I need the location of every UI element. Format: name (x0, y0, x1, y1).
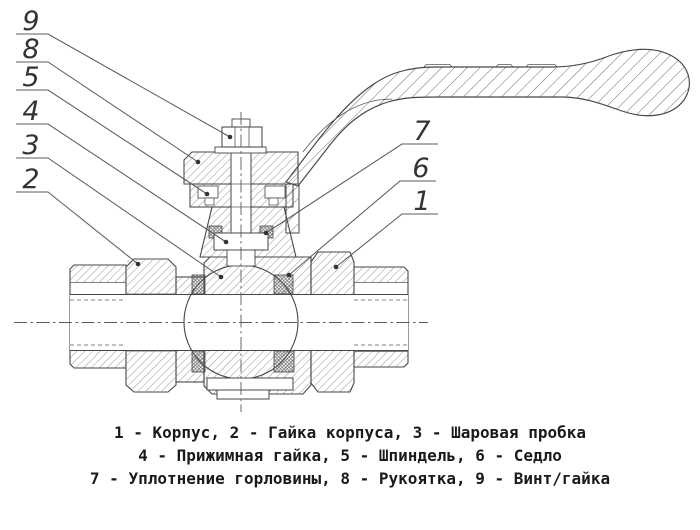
leader-line-5 (16, 90, 207, 194)
callout-9 (16, 6, 232, 139)
legend-line-3: 7 - Уплотнение горловины, 8 - Рукоятка, 9 - Винт/гайка (89, 469, 611, 488)
handle (286, 49, 689, 233)
washer (215, 147, 266, 153)
legend-line-1: 1 - Корпус, 2 - Гайка корпуса, 3 - Шаровая пробка (113, 423, 586, 442)
callout-label-7: 7 (413, 116, 431, 147)
callout-1 (334, 186, 438, 269)
leader-dot-8 (196, 160, 201, 165)
leader-dot-4 (224, 240, 229, 245)
leader-dot-7 (264, 231, 269, 236)
bottom-plug (207, 378, 293, 399)
parts-legend (0, 421, 700, 490)
callout-5 (16, 62, 209, 196)
valve-body (70, 49, 689, 399)
leader-dot-9 (228, 135, 233, 140)
callout-label-6: 6 (412, 153, 430, 184)
leader-line-8 (16, 62, 198, 162)
callout-label-4: 4 (22, 96, 40, 127)
legend-line-2: 4 - Прижимная гайка, 5 - Шпиндель, 6 - Седло (138, 446, 562, 465)
callout-label-8: 8 (22, 34, 40, 65)
leader-dot-5 (205, 192, 210, 197)
handle-arm (286, 49, 689, 186)
callout-label-5: 5 (22, 62, 40, 93)
leader-dot-6 (287, 273, 292, 278)
leader-dot-1 (334, 265, 339, 270)
leader-line-9 (16, 34, 230, 137)
callout-8 (16, 34, 200, 164)
callout-label-3: 3 (22, 130, 40, 161)
callout-label-2: 2 (22, 164, 40, 195)
callout-label-9: 9 (22, 6, 40, 37)
leader-line-2 (16, 192, 138, 264)
callout-label-1: 1 (413, 186, 431, 217)
leader-dot-3 (219, 275, 224, 280)
leader-dot-2 (136, 262, 141, 267)
